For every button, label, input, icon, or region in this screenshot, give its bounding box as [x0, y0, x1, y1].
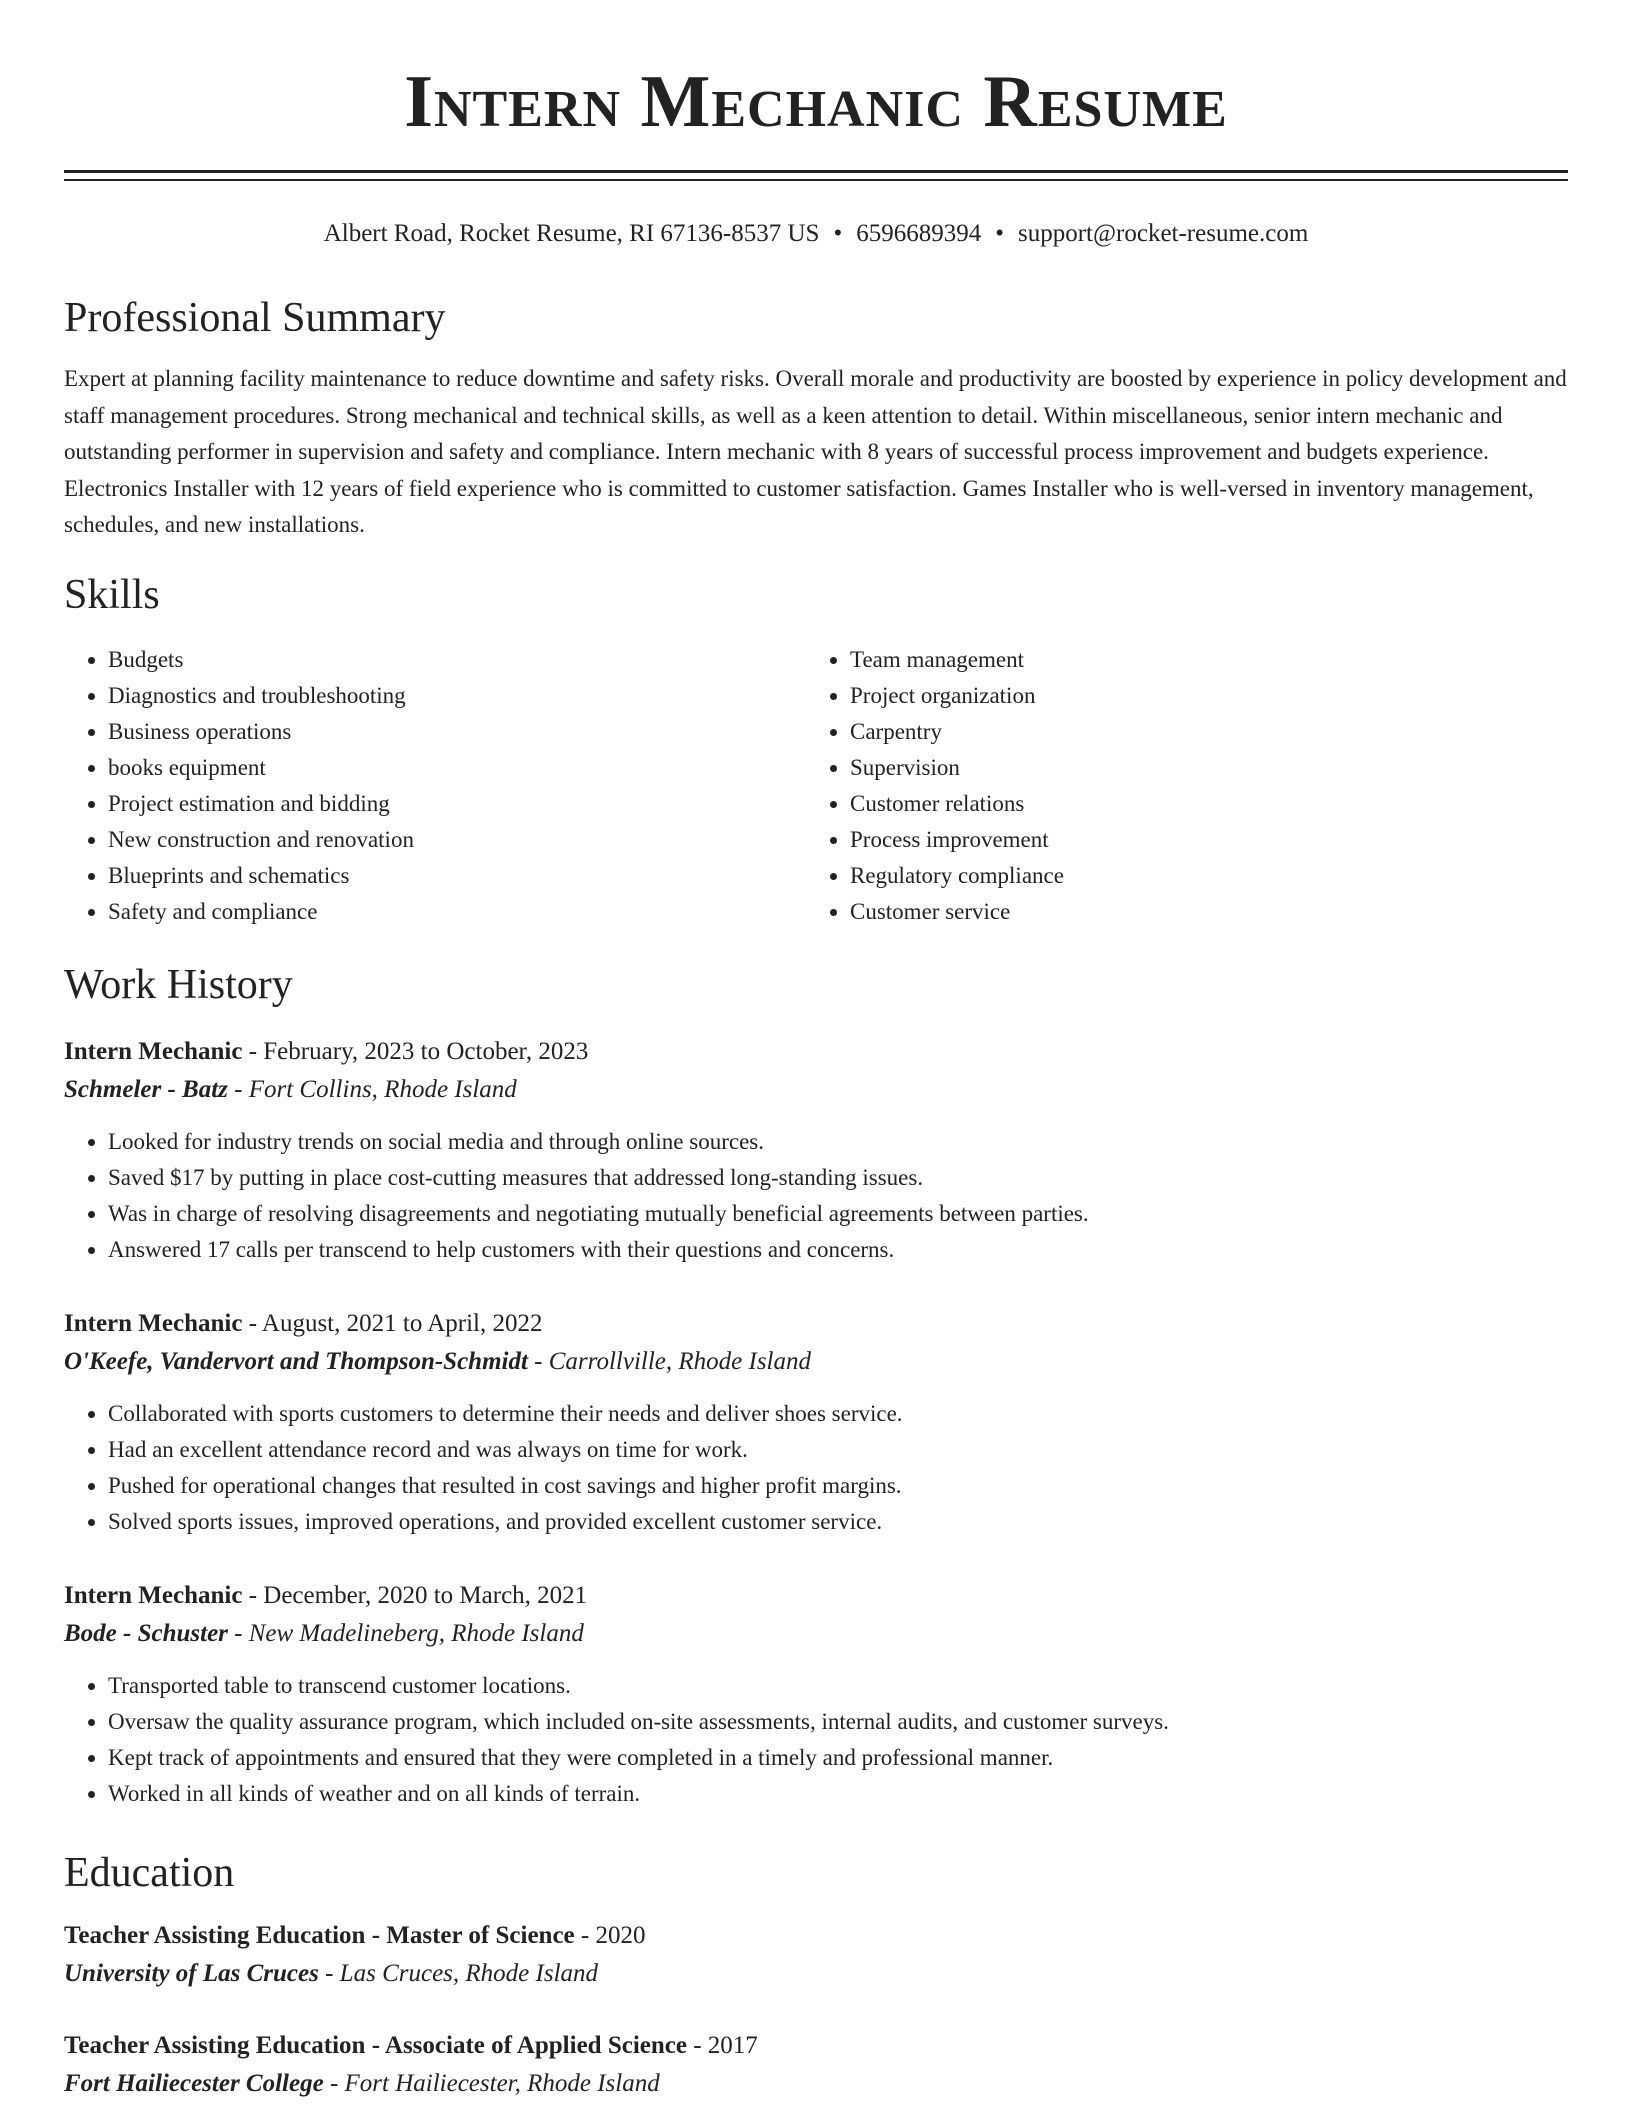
contact-email: support@rocket-resume.com	[1018, 220, 1309, 247]
education-location: - Fort Hailiecester, Rhode Island	[323, 2069, 660, 2097]
skill-item: • Diagnostics and troubleshooting	[108, 678, 806, 714]
education-school-line	[64, 1954, 1568, 1994]
job-dates: - February, 2023 to October, 2023	[242, 1037, 589, 1065]
education-entry	[64, 2028, 1568, 2104]
job-location: - New Madelineberg, Rhode Island	[227, 1619, 584, 1647]
job-entry	[64, 1578, 1568, 1812]
job-bullets	[64, 1668, 1568, 1812]
skill-item: • books equipment	[108, 750, 806, 786]
job-bullets	[64, 1396, 1568, 1540]
job-bullet: • Solved sports issues, improved operations, and provided excellent customer service.	[108, 1504, 1568, 1540]
job-bullet: • Oversaw the quality assurance program, which included on-site assessments, internal audits, and customer surveys.	[108, 1704, 1568, 1740]
skill-item: • Customer relations	[850, 786, 1548, 822]
skill-item: • Safety and compliance	[108, 894, 806, 930]
job-title: Intern Mechanic	[64, 1309, 243, 1337]
job-company: Bode - Schuster	[64, 1619, 228, 1647]
job-dates: - December, 2020 to March, 2021	[242, 1581, 588, 1609]
job-location: - Fort Collins, Rhode Island	[227, 1075, 517, 1103]
summary-heading: Professional Summary	[64, 295, 446, 341]
job-company-line	[64, 1614, 1568, 1654]
resume-page	[64, 0, 1568, 2104]
education-year: - 2020	[574, 1921, 646, 1949]
education-heading: Education	[64, 1849, 235, 1896]
skill-item: • Customer service	[850, 894, 1548, 930]
job-company-line	[64, 1070, 1568, 1110]
contact-separator: •	[833, 220, 843, 247]
skill-item: • Process improvement	[850, 822, 1548, 858]
education-degree: Teacher Assisting Education - Master of Science	[64, 1921, 575, 1949]
title-divider	[64, 170, 1568, 181]
job-title: Intern Mechanic	[64, 1581, 243, 1609]
skills-right-list	[806, 642, 1548, 930]
job-title-line	[64, 1034, 1568, 1070]
skill-item: • Team management	[850, 642, 1548, 678]
skill-item: • Project organization	[850, 678, 1548, 714]
job-title: Intern Mechanic	[64, 1037, 243, 1065]
education-school: Fort Hailiecester College	[64, 2069, 324, 2097]
skill-item: • Supervision	[850, 750, 1548, 786]
job-title-line	[64, 1306, 1568, 1342]
skills-heading: Skills	[64, 571, 160, 618]
job-title-line	[64, 1578, 1568, 1614]
job-dates: - August, 2021 to April, 2022	[242, 1309, 543, 1337]
job-company-line	[64, 1342, 1568, 1382]
skill-item: • Carpentry	[850, 714, 1548, 750]
job-entry	[64, 1306, 1568, 1540]
contact-address: Albert Road, Rocket Resume, RI 67136-8537 US	[323, 220, 820, 247]
job-bullets	[64, 1124, 1568, 1268]
job-location: - Carrollville, Rhode Island	[527, 1347, 811, 1375]
job-bullet: • Worked in all kinds of weather and on all kinds of terrain.	[108, 1776, 1568, 1812]
job-bullet: • Looked for industry trends on social media and through online sources.	[108, 1124, 1568, 1160]
education-year: - 2017	[686, 2031, 758, 2059]
skills-columns	[64, 642, 1568, 930]
skill-item: • Regulatory compliance	[850, 858, 1548, 894]
education-location: - Las Cruces, Rhode Island	[318, 1959, 599, 1987]
education-degree-line	[64, 2028, 1568, 2064]
education-degree: Teacher Assisting Education - Associate of Applied Science	[64, 2031, 687, 2059]
education-entry	[64, 1918, 1568, 1994]
education-school: University of Las Cruces	[64, 1959, 319, 1987]
skill-item: • Business operations	[108, 714, 806, 750]
contact-phone: 6596689394	[856, 220, 982, 247]
education-degree-line	[64, 1918, 1568, 1954]
contact-line	[64, 217, 1568, 251]
skill-item: • New construction and renovation	[108, 822, 806, 858]
resume-title: Intern Mechanic Resume	[404, 61, 1228, 143]
job-bullet: • Transported table to transcend customer locations.	[108, 1668, 1568, 1704]
job-company: Schmeler - Batz	[64, 1075, 228, 1103]
job-bullet: • Collaborated with sports customers to determine their needs and deliver shoes service.	[108, 1396, 1568, 1432]
skills-left-list	[64, 642, 806, 930]
contact-separator: •	[995, 220, 1004, 247]
education-school-line	[64, 2064, 1568, 2104]
skill-item: • Budgets	[108, 642, 806, 678]
job-bullet: • Kept track of appointments and ensured that they were completed in a timely and professional manner.	[108, 1740, 1568, 1776]
summary-text: Expert at planning facility maintenance to reduce downtime and safety risks. Overall morale and productivity are boosted by experience in policy development and staff management procedures. Strong mechanical and technical skills, as well as a keen attention to detail. Within miscellaneous, senior intern mechanic and outstanding performer in supervision and safety and compliance. Intern mechanic with 8 years of successful process improvement and budgets experience. Electronics Installer with 12 years of field experience who is committed to customer satisfaction. Games Installer who is well-versed in inventory management, schedules, and new installations.	[64, 366, 1567, 537]
job-bullet: • Was in charge of resolving disagreements and negotiating mutually beneficial agreements between parties.	[108, 1196, 1568, 1232]
skill-item: • Blueprints and schematics	[108, 858, 806, 894]
job-bullet: • Answered 17 calls per transcend to help customers with their questions and concerns.	[108, 1232, 1568, 1268]
job-entry	[64, 1034, 1568, 1268]
job-company: O'Keefe, Vandervort and Thompson-Schmidt	[64, 1347, 528, 1375]
job-bullet: • Had an excellent attendance record and was always on time for work.	[108, 1432, 1568, 1468]
job-bullet: • Pushed for operational changes that resulted in cost savings and higher profit margins.	[108, 1468, 1568, 1504]
work-history-heading: Work History	[64, 961, 293, 1008]
skill-item: • Project estimation and bidding	[108, 786, 806, 822]
job-bullet: • Saved $17 by putting in place cost-cutting measures that addressed long-standing issues.	[108, 1160, 1568, 1196]
